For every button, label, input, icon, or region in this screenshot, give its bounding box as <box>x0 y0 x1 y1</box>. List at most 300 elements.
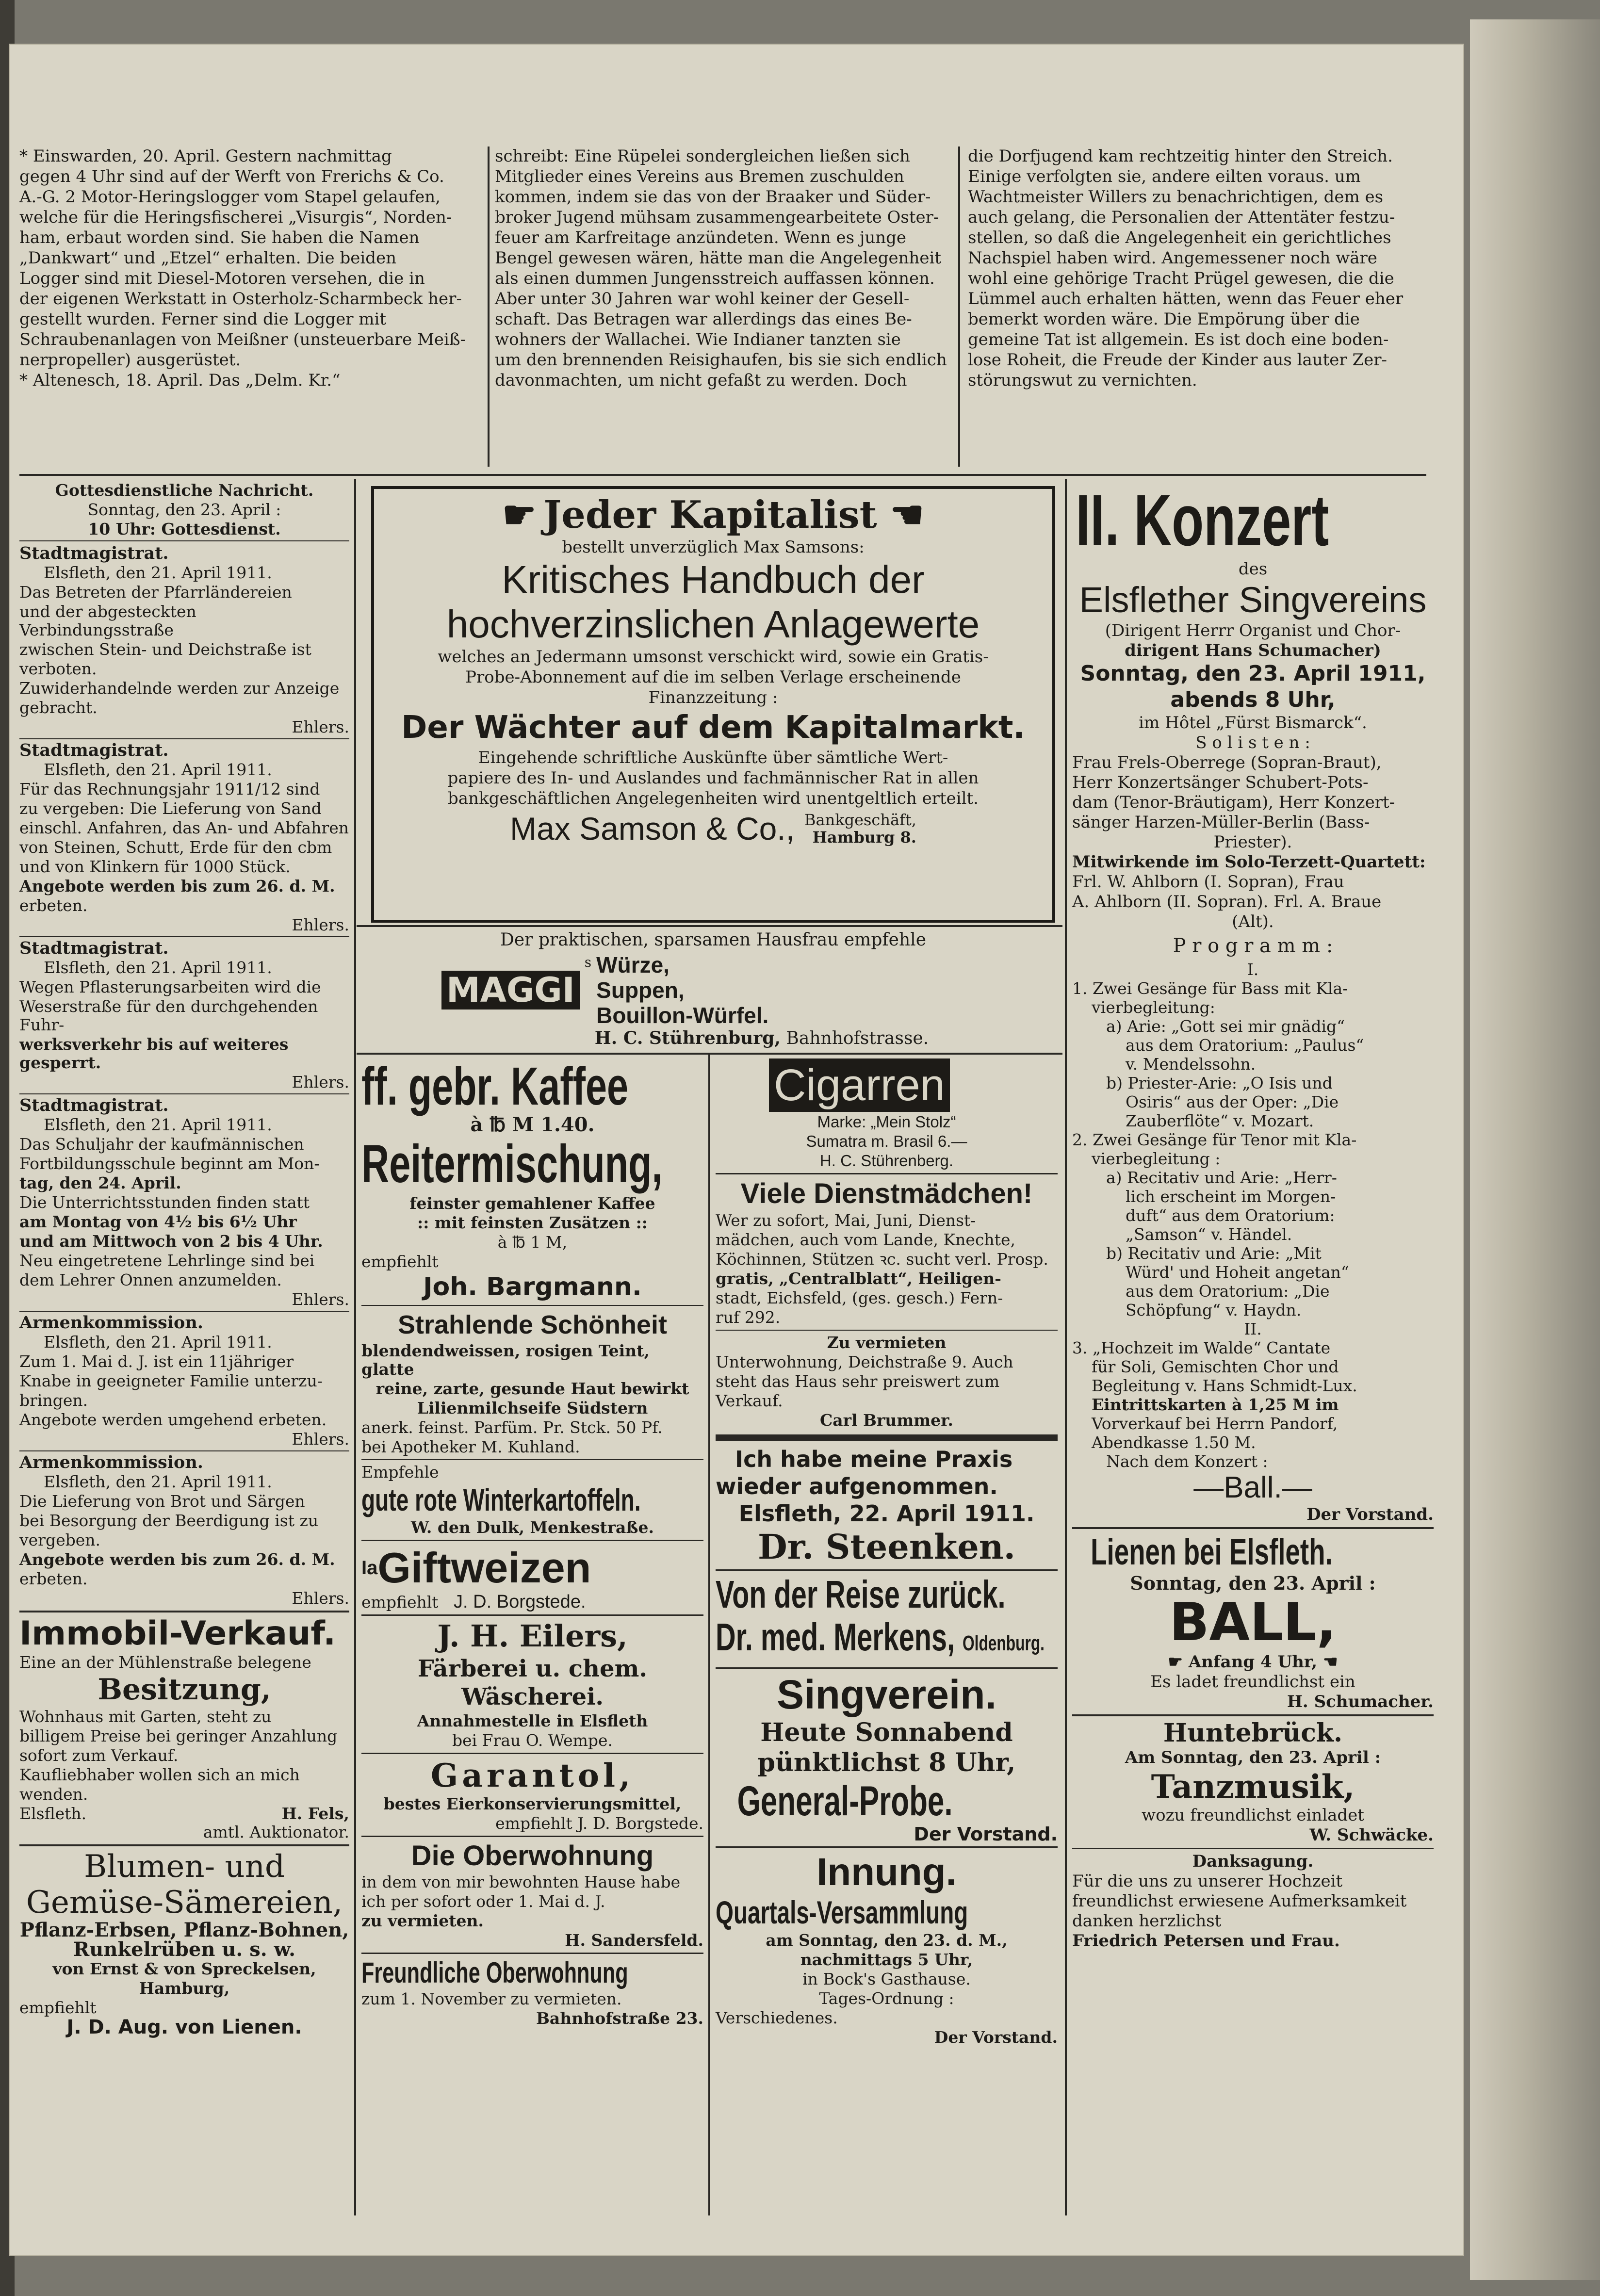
section-rule <box>357 925 1062 927</box>
ad-line: zum 1. November zu vermieten. <box>361 1989 622 2008</box>
ad-line: Sonntag, den 23. April : <box>1130 1572 1376 1594</box>
program-title: P r o g r a m m : <box>1173 935 1333 957</box>
program-line: Osiris“ aus der Oper: „Die <box>1126 1092 1339 1111</box>
ad-prefix: Ia <box>361 1557 378 1579</box>
notice-line: Elsfleth, den 21. April 1911. <box>44 1115 272 1134</box>
ad-line: Kaufliebhaber wollen sich an mich <box>19 1765 300 1784</box>
ad-line: Finanzzeitung : <box>648 688 778 707</box>
ad-line: Eingehende schriftliche Auskünfte über sämtliche Wert- <box>478 748 948 767</box>
ad-line: Sonntag, den 23. April 1911, <box>1080 661 1426 686</box>
maggi-ad <box>369 930 1058 1051</box>
ad-line: wenden. <box>19 1785 88 1804</box>
ad-line: im Hôtel „Fürst Bismarck“. <box>1139 713 1367 733</box>
ad-line: steht das Haus sehr preiswert zum <box>716 1372 1000 1391</box>
ad-price: à ℔ M 1.40. <box>470 1113 595 1136</box>
rule-ornament: — <box>1193 1471 1224 1504</box>
maggi-item: Suppen, <box>596 977 685 1003</box>
news-line: Schraubenanlagen von Meißner (unsteuerbare Meiß- <box>19 330 466 349</box>
ad-line: Wohnhaus mit Garten, steht zu <box>19 1707 272 1726</box>
program-line: a) Arie: „Gott sei mir gnädig“ <box>1106 1017 1345 1036</box>
news-line: kommen, indem sie das von der Braaker und Süder- <box>495 187 931 207</box>
notice-signature: Ehlers. <box>292 1290 349 1309</box>
ad-headline <box>361 1544 703 1592</box>
pointing-hand-icon: ☚ <box>877 493 924 537</box>
ad-signature: H. Schumacher. <box>1287 1692 1434 1711</box>
ad-line: reine, zarte, gesunde Haut bewirkt <box>376 1379 689 1398</box>
notice-line: Elsfleth, den 21. April 1911. <box>44 1333 272 1352</box>
ad-line: empfiehlt <box>19 1998 97 2017</box>
program-line: „Samson“ v. Händel. <box>1126 1225 1292 1244</box>
notice-line: werksverkehr bis auf weiteres gesperrt. <box>19 1035 289 1072</box>
program-line: Würd' und Hoheit angetan“ <box>1126 1263 1349 1282</box>
news-line: „Dankwart“ und „Etzel“ erhalten. Die beiden <box>19 248 397 268</box>
notice-line: Die Unterrichtsstunden finden statt <box>19 1193 310 1212</box>
divider <box>1072 1848 1434 1849</box>
divider <box>19 540 349 541</box>
notice-line: am Montag von 4½ bis 6½ Uhr <box>19 1212 297 1231</box>
ad-signature: Carl Brummer. <box>819 1411 953 1430</box>
divider <box>19 1311 349 1312</box>
ad-line: danken herzlichst <box>1072 1911 1222 1931</box>
program-line: Schöpfung“ v. Haydn. <box>1126 1301 1302 1319</box>
ad-line: (Dirigent Herrr Organist und Chor- <box>1105 621 1401 640</box>
ad-line: zu vermieten. <box>361 1911 484 1930</box>
soloists <box>1072 753 1434 931</box>
program-line: b) Priester-Arie: „O Isis und <box>1106 1074 1333 1092</box>
notice-line: Angebote werden bis zum 26. d. M. <box>19 877 335 896</box>
ad-headline: Strahlende Schönheit <box>397 1310 668 1339</box>
maggi-item: Würze, <box>596 952 669 977</box>
magistrat-notice-3 <box>19 939 349 1091</box>
ad-line: am Sonntag, den 23. d. M., <box>766 1931 1008 1950</box>
divider <box>19 1450 349 1451</box>
ad-line: wozu freundlichst einladet <box>1142 1806 1364 1825</box>
notice-line: und von Klinkern für 1000 Stück. <box>19 857 291 876</box>
notice-line: bei Besorgung der Beerdigung ist zu <box>19 1511 319 1530</box>
notice-signature: Ehlers. <box>292 915 349 934</box>
ad-line: mädchen, auch vom Lande, Knechte, <box>716 1230 1015 1249</box>
ad-signature-title: amtl. Auktionator. <box>203 1823 349 1841</box>
notice-line: Sonntag, den 23. April : <box>87 500 281 519</box>
ad-line: Unterwohnung, Deichstraße 9. Auch <box>716 1352 1013 1371</box>
notice-line: Für das Rechnungsjahr 1911/12 sind <box>19 780 320 798</box>
ad-line: Tages-Ordnung : <box>819 1989 954 2008</box>
notice-title: Gottesdienstliche Nachricht. <box>55 481 314 500</box>
ad-signature: W. den Dulk, Menkestraße. <box>411 1518 654 1537</box>
program-list <box>1072 961 1434 1470</box>
ad-line: Runkelrüben u. s. w. <box>73 1938 295 1961</box>
notice-line: bringen. <box>19 1391 88 1410</box>
news-line: schreibt: Eine Rüpelei sondergleichen ließen sich <box>495 147 910 166</box>
news-line: wohl eine gehörige Tracht Prügel gewesen, die die <box>968 269 1394 288</box>
notice-signature: Ehlers. <box>292 1073 349 1091</box>
ad-headline: Danksagung. <box>1192 1852 1314 1871</box>
ad-line-text: Anfang 4 Uhr, <box>1188 1652 1318 1672</box>
news-column-1 <box>19 147 480 391</box>
ad-headline: Besitzung, <box>98 1673 271 1707</box>
notice-line: Neu eingetretene Lehrlinge sind bei <box>19 1251 315 1270</box>
notice-title: Armenkommission. <box>19 1313 203 1333</box>
notice-title: Stadtmagistrat. <box>19 938 169 958</box>
huntebrueck-ad <box>1072 1719 1434 1845</box>
news-line: A.-G. 2 Motor-Heringslogger vom Stapel gelaufen, <box>19 187 441 207</box>
danksagung-ad <box>1072 1852 1434 1951</box>
ad-title-text: Jeder Kapitalist <box>543 493 877 537</box>
kapitalist-ad <box>371 486 1055 923</box>
giftweizen-ad <box>361 1544 703 1612</box>
divider <box>361 1305 703 1306</box>
ad-line: bei Apotheker M. Kuhland. <box>361 1437 580 1456</box>
news-line: bemerkt worden wäre. Die Empörung über die <box>968 309 1360 329</box>
cigarren-logo: Cigarren <box>769 1058 950 1112</box>
ad-signature: J. D. Borgstede. <box>454 1592 586 1612</box>
ad-line: Herr Konzertsänger Schubert-Pots- <box>1072 773 1369 792</box>
ad-place: Elsfleth. <box>19 1804 87 1823</box>
ad-line: von Ernst & von Spreckelsen, <box>52 1959 316 1978</box>
ad-line: Sumatra m. Brasil 6.— <box>806 1132 967 1150</box>
ad-title <box>384 494 1043 537</box>
program-line: 2. Zwei Gesänge für Tenor mit Kla- <box>1072 1130 1357 1149</box>
program-line: vierbegleitung : <box>1092 1149 1221 1168</box>
ad-line: anerk. feinst. Parfüm. Pr. Stck. 50 Pf. <box>361 1418 663 1437</box>
pointing-hand-icon: ☚ <box>1317 1652 1338 1672</box>
firm-name: Max Samson & Co., <box>510 811 795 847</box>
divider <box>1072 1527 1434 1529</box>
ad-line: Köchinnen, Stützen ꝛc. sucht verl. Prosp. <box>716 1250 1048 1269</box>
ad-line: Der praktischen, sparsamen Hausfrau empfehle <box>500 930 926 950</box>
ad-headline: Huntebrück. <box>1163 1718 1343 1748</box>
news-line: Aber unter 30 Jahren war wohl keiner der Gesell- <box>495 289 910 309</box>
ad-line: bestellt unverzüglich Max Samsons: <box>562 537 865 557</box>
ad-subheadline: Färberei u. chem. Wäscherei. <box>417 1655 648 1710</box>
ad-line: pünktlichst 8 Uhr, <box>757 1748 1016 1777</box>
ad-line: bei Frau O. Wempe. <box>452 1731 613 1750</box>
ad-headline: II. Konzert <box>1076 479 1329 561</box>
pointing-hand-icon: ☛ <box>1168 1652 1189 1672</box>
maggi-block <box>441 952 1058 1028</box>
notice-line: Zum 1. Mai d. J. ist ein 11jähriger <box>19 1352 294 1371</box>
news-line: broker Jugend mühsam zusammengearbeitete Oster- <box>495 208 939 227</box>
ad-line: blendendweissen, rosigen Teint, glatte <box>361 1341 650 1379</box>
news-line: * Einswarden, 20. April. Gestern nachmittag <box>19 147 392 166</box>
left-column <box>19 481 349 2037</box>
ad-line: bestes Eierkonservierungsmittel, <box>383 1794 682 1813</box>
ad-line: Für die uns zu unserer Hochzeit <box>1072 1872 1343 1891</box>
divider <box>19 1611 349 1612</box>
ad-signature: Bahnhofstraße 23. <box>536 2009 703 2028</box>
ad-signature: empfiehlt J. D. Borgstede. <box>495 1814 703 1833</box>
news-line: gegen 4 Uhr sind auf der Werft von Frerichs & Co. <box>19 167 444 186</box>
notice-title: Stadtmagistrat. <box>19 740 169 760</box>
news-line: gemeine Tat ist allgemein. Es ist doch eine boden- <box>968 330 1389 349</box>
program-line: 3. „Hochzeit im Walde“ Cantate <box>1072 1338 1331 1357</box>
notice-line: erbeten. <box>19 896 88 915</box>
program-line: Vorverkauf bei Herrn Pandorf, <box>1092 1414 1338 1433</box>
news-line: stellen, so daß die Angelegenheit ein gerichtliches <box>968 228 1391 247</box>
program-line: b) Recitativ und Arie: „Mit <box>1106 1244 1322 1263</box>
divider <box>361 1953 703 1954</box>
divider <box>716 1667 1058 1669</box>
column-rule <box>1065 479 1067 2215</box>
program-line: aus dem Oratorium: „Paulus“ <box>1126 1036 1364 1055</box>
news-line: die Dorfjugend kam rechtzeitig hinter den Streich. <box>968 147 1393 166</box>
notice-line: einschl. Anfahren, das An- und Abfahren <box>19 818 349 837</box>
notice-signature: Ehlers. <box>292 717 349 736</box>
ad-line: ich per sofort oder 1. Mai d. J. <box>361 1892 605 1911</box>
ad-line-text: empfiehlt <box>361 1593 439 1612</box>
news-line: schaft. Das Betragen war allerdings das eines Be- <box>495 309 912 329</box>
ad-headline <box>769 1058 1058 1112</box>
notice-signature: Ehlers. <box>292 1589 349 1608</box>
unterwohnung-ad <box>716 1334 1058 1430</box>
ad-signature: Friedrich Petersen und Frau. <box>1072 1931 1340 1951</box>
notice-line: Elsfleth, den 21. April 1911. <box>44 958 272 977</box>
ad-line: billigem Preise bei geringer Anzahlung <box>19 1726 338 1745</box>
notice-title: Stadtmagistrat. <box>19 543 169 563</box>
ball-heading <box>1072 1471 1434 1504</box>
eilers-ad <box>361 1619 703 1750</box>
ad-signature: Der Vorstand. <box>1306 1505 1434 1524</box>
ad-line: Am Sonntag, den 23. April : <box>1125 1748 1381 1767</box>
ad-line: abends 8 Uhr, <box>1170 687 1336 712</box>
ad-signature: Der Vorstand. <box>934 2028 1058 2047</box>
notice-line: Die Lieferung von Brot und Särgen <box>19 1492 305 1511</box>
divider <box>19 1844 349 1846</box>
ad-city: Oldenburg. <box>963 1631 1045 1655</box>
ad-headline: Freundliche Oberwohnung <box>361 1956 628 1989</box>
ad-line: nachmittags 5 Uhr, <box>800 1950 973 1969</box>
news-line: Bengel gewesen wären, hätte man die Angelegenheit <box>495 248 942 268</box>
ad-headline <box>716 1615 1045 1664</box>
news-line: * Altenesch, 18. April. Das „Delm. Kr.“ <box>19 371 341 390</box>
notice-line: Das Schuljahr der kaufmännischen <box>19 1135 304 1154</box>
notice-line: Fortbildungsschule beginnt am Mon- <box>19 1154 320 1173</box>
section-rule <box>357 1053 1062 1055</box>
maggi-s: s <box>584 954 592 970</box>
ad-line: bankgeschäftlichen Angelegenheiten wird unentgeltlich erteilt. <box>448 789 979 808</box>
armen-notice-1 <box>19 1314 349 1449</box>
ad-line: Probe-Abonnement auf die im selben Verlage erscheinende <box>465 668 961 687</box>
program-line: Eintrittskarten à 1,25 M im <box>1092 1395 1339 1414</box>
program-line: vierbegleitung: <box>1092 998 1215 1017</box>
ad-headline: Lienen bei Elsfleth. <box>1091 1531 1333 1573</box>
news-line: der eigenen Werkstatt in Osterholz-Scharmbeck her- <box>19 289 462 309</box>
thick-divider <box>716 1434 1058 1441</box>
ad-line: des <box>1238 559 1268 579</box>
program-line: Begleitung v. Hans Schmidt-Lux. <box>1092 1376 1357 1395</box>
ad-headline: Innung. <box>816 1850 957 1893</box>
ad-subheadline: Quartals-Versammlung <box>716 1894 968 1930</box>
ad-signature-name: H. C. Stührenburg, <box>594 1028 781 1048</box>
notice-line: Angebote werden umgehend erbeten. <box>19 1410 327 1429</box>
maggi-item: Bouillon-Würfel. <box>596 1003 769 1028</box>
news-line: feuer am Karfreitage anzündeten. Wenn es junge <box>495 228 907 247</box>
ad-headline: J. H. Eilers, <box>437 1618 628 1654</box>
lienen-ad <box>1072 1532 1434 1711</box>
ad-line: (Alt). <box>1232 912 1274 931</box>
ad-line: gratis, „Centralblatt“, Heiligen- <box>716 1269 1001 1288</box>
news-line: welche für die Heringsfischerei „Visurgis“, Norden- <box>19 208 452 227</box>
ad-line: Empfehle <box>361 1463 439 1482</box>
column-rule <box>958 147 960 467</box>
ad-headline: Garantol, <box>430 1757 635 1794</box>
ad-line: empfiehlt <box>361 1252 439 1271</box>
ad-line: Es ladet freundlichst ein <box>1150 1672 1355 1692</box>
program-line: v. Mendelssohn. <box>1126 1055 1256 1074</box>
ad-line: sofort zum Verkauf. <box>19 1746 179 1765</box>
ad-line: S o l i s t e n : <box>1195 733 1310 752</box>
divider <box>361 1836 703 1837</box>
ad-line: in Bock's Gasthause. <box>802 1970 971 1988</box>
notice-line: vergeben. <box>19 1531 100 1549</box>
notice-line: 10 Uhr: Gottesdienst. <box>88 520 281 538</box>
ad-line: Verkauf. <box>716 1391 783 1410</box>
ad-title: Gemüse-Sämereien, <box>26 1885 343 1921</box>
notice-line: verboten. <box>19 659 97 678</box>
ad-line: stadt, Eichsfeld, (ges. gesch.) Fern- <box>716 1288 1003 1307</box>
news-line: Wachtmeister Willers zu benachrichtigen, dem es <box>968 187 1384 207</box>
ad-line: Pflanz-Erbsen, Pflanz-Bohnen, <box>19 1919 349 1941</box>
ad-line: Hamburg, <box>139 1979 230 1998</box>
ad-line: Eine an der Mühlenstraße belegene <box>19 1653 311 1672</box>
cigarren-ad <box>716 1058 1058 1170</box>
merkens-ad <box>716 1574 1058 1664</box>
divider <box>19 738 349 739</box>
divider <box>19 936 349 937</box>
kartoffeln-ad <box>361 1463 703 1537</box>
news-line: Mitglieder eines Vereins aus Bremen zuschulden <box>495 167 904 186</box>
notice-line: zwischen Stein- und Deichstraße ist <box>19 640 311 659</box>
ad-headline: Reitermischung, <box>361 1134 663 1194</box>
ad-line: papiere des In- und Auslandes und fachmännischer Rat in allen <box>447 768 979 788</box>
notice-line: Elsfleth, den 21. April 1911. <box>44 760 272 779</box>
ad-line: welches an Jedermann umsonst verschickt wird, sowie ein Gratis- <box>438 647 989 667</box>
divider <box>361 1753 703 1754</box>
gottesdienst-notice <box>19 481 349 538</box>
notice-line: dem Lehrer Onnen anzumelden. <box>19 1270 282 1289</box>
ad-line: Marke: „Mein Stolz“ <box>817 1113 956 1131</box>
schoenheit-ad <box>361 1309 703 1456</box>
firm-address-line: Bankgeschäft, <box>804 811 916 829</box>
column-rule <box>354 479 356 2215</box>
ad-headline-text: Dr. med. Merkens, <box>716 1615 955 1659</box>
page-edge-stack <box>1470 19 1600 2280</box>
oberwohnung-ad <box>361 1840 703 1950</box>
notice-line: Zuwiderhandelnde werden zur Anzeige <box>19 679 340 698</box>
ad-headline: Der Wächter auf dem Kapitalmarkt. <box>401 710 1025 746</box>
notice-line: und der abgesteckten Verbindungsstraße <box>19 602 196 639</box>
notice-line: von Steinen, Schutt, Erde für den cbm <box>19 838 332 857</box>
notice-line: Elsfleth, den 21. April 1911. <box>44 1472 272 1491</box>
freundlich-ad <box>361 1957 703 2028</box>
ad-line <box>1072 1653 1434 1672</box>
news-line: Lümmel auch erhalten hätten, wenn das Feuer eher <box>968 289 1404 309</box>
saemereien-ad <box>19 1849 349 2036</box>
ad-headline: Die Oberwohnung <box>411 1840 654 1872</box>
ad-signature: H. Fels, <box>281 1804 349 1823</box>
notice-title: Stadtmagistrat. <box>19 1095 169 1115</box>
ad-line: Elsfleth, 22. April 1911. <box>738 1500 1035 1527</box>
notice-line: Weserstraße für den durchgehenden Fuhr- <box>19 997 318 1034</box>
ad-line: feinster gemahlener Kaffee <box>409 1194 655 1213</box>
ad-line: freundlichst erwiesene Aufmerksamkeit <box>1072 1891 1407 1911</box>
firm-address-line: Hamburg 8. <box>812 828 916 847</box>
ad-headline: General-Probe. <box>737 1778 953 1824</box>
rule-ornament: — <box>1282 1471 1312 1504</box>
news-line: nerpropeller) ausgerüstet. <box>19 350 241 370</box>
news-column-3 <box>968 147 1434 391</box>
divider <box>716 1330 1058 1331</box>
program-line: 1. Zwei Gesänge für Bass mit Kla- <box>1072 979 1348 998</box>
ad-footer <box>19 1805 349 1823</box>
divider <box>361 1459 703 1460</box>
newspaper-page <box>9 44 1464 2256</box>
notice-title: Armenkommission. <box>19 1452 203 1472</box>
ad-footer <box>384 811 1043 846</box>
notice-line: Angebote werden bis zum 26. d. M. <box>19 1550 335 1569</box>
ad-headline: Von der Reise zurück. <box>716 1573 1006 1616</box>
maggi-logo: MAGGI <box>441 971 580 1010</box>
program-line: II. <box>1244 1319 1262 1338</box>
news-line: als einen dummen Jungensstreich auffassen können. <box>495 269 935 288</box>
ball-text: Ball. <box>1224 1471 1282 1504</box>
news-column-2 <box>495 147 961 391</box>
notice-line: Elsfleth, den 21. April 1911. <box>44 563 272 582</box>
notice-signature: Ehlers. <box>292 1430 349 1449</box>
ad-line: A. Ahlborn (II. Sopran). Frl. A. Braue <box>1072 892 1382 912</box>
notice-line: zu vergeben: Die Lieferung von Sand <box>19 799 322 818</box>
ad-headline: Viele Dienstmädchen! <box>740 1178 1033 1209</box>
armen-notice-2 <box>19 1453 349 1608</box>
ad-headline: hochverzinslichen Anlagewerte <box>446 602 980 646</box>
divider <box>716 1846 1058 1848</box>
magistrat-notice-2 <box>19 741 349 934</box>
program-line: Nach dem Konzert : <box>1106 1452 1268 1471</box>
ad-headline: Kritisches Handbuch der <box>502 558 925 601</box>
ad-headline: BALL, <box>1169 1592 1337 1653</box>
program-line: Abendkasse 1.50 M. <box>1092 1433 1256 1452</box>
divider <box>1072 1714 1434 1716</box>
maggi-items <box>596 952 768 1028</box>
ad-signature: H. Sandersfeld. <box>565 1931 703 1950</box>
konzert-ad <box>1072 481 1434 1524</box>
ad-signature: Joh. Bargmann. <box>423 1272 642 1302</box>
ad-headline: ff. gebr. Kaffee <box>361 1057 629 1116</box>
divider <box>361 1540 703 1541</box>
news-line: auch gelang, die Personalien der Attentäter festzu- <box>968 208 1395 227</box>
ad-headline-text: Giftweizen <box>377 1544 591 1592</box>
ad-line: Wer zu sofort, Mai, Juni, Dienst- <box>716 1211 976 1230</box>
ad-signature-address: Bahnhofstrasse. <box>786 1028 929 1048</box>
ad-line: :: mit feinsten Zusätzen :: <box>417 1213 648 1232</box>
middle-right-column <box>716 1058 1058 2048</box>
ad-headline: Singverein. <box>777 1672 996 1717</box>
ad-line: Annahmestelle in Elsfleth <box>417 1711 648 1730</box>
program-line: Zauberflöte“ v. Mozart. <box>1126 1111 1314 1130</box>
news-line: Nachspiel haben wird. Angemessener noch wäre <box>968 248 1377 268</box>
right-column <box>1072 481 1434 1952</box>
magistrat-notice-4 <box>19 1096 349 1309</box>
news-line: ham, erbaut worden sind. Sie haben die Namen <box>19 228 420 247</box>
ad-line: Frl. W. Ahlborn (I. Sopran), Frau <box>1072 872 1344 892</box>
news-line: gestellt wurden. Ferner sind die Logger mit <box>19 309 387 329</box>
ad-signature: Dr. Steenken. <box>757 1527 1016 1567</box>
program-line: aus dem Oratorium: „Die <box>1126 1282 1330 1301</box>
ad-signature: J. D. Aug. von Lienen. <box>66 2016 302 2038</box>
news-line: um den brennenden Reisighaufen, bis sie sich endlich <box>495 350 947 370</box>
ad-signature: W. Schwäcke. <box>1309 1825 1434 1845</box>
ad-line: Ich habe meine Praxis <box>735 1446 1013 1472</box>
